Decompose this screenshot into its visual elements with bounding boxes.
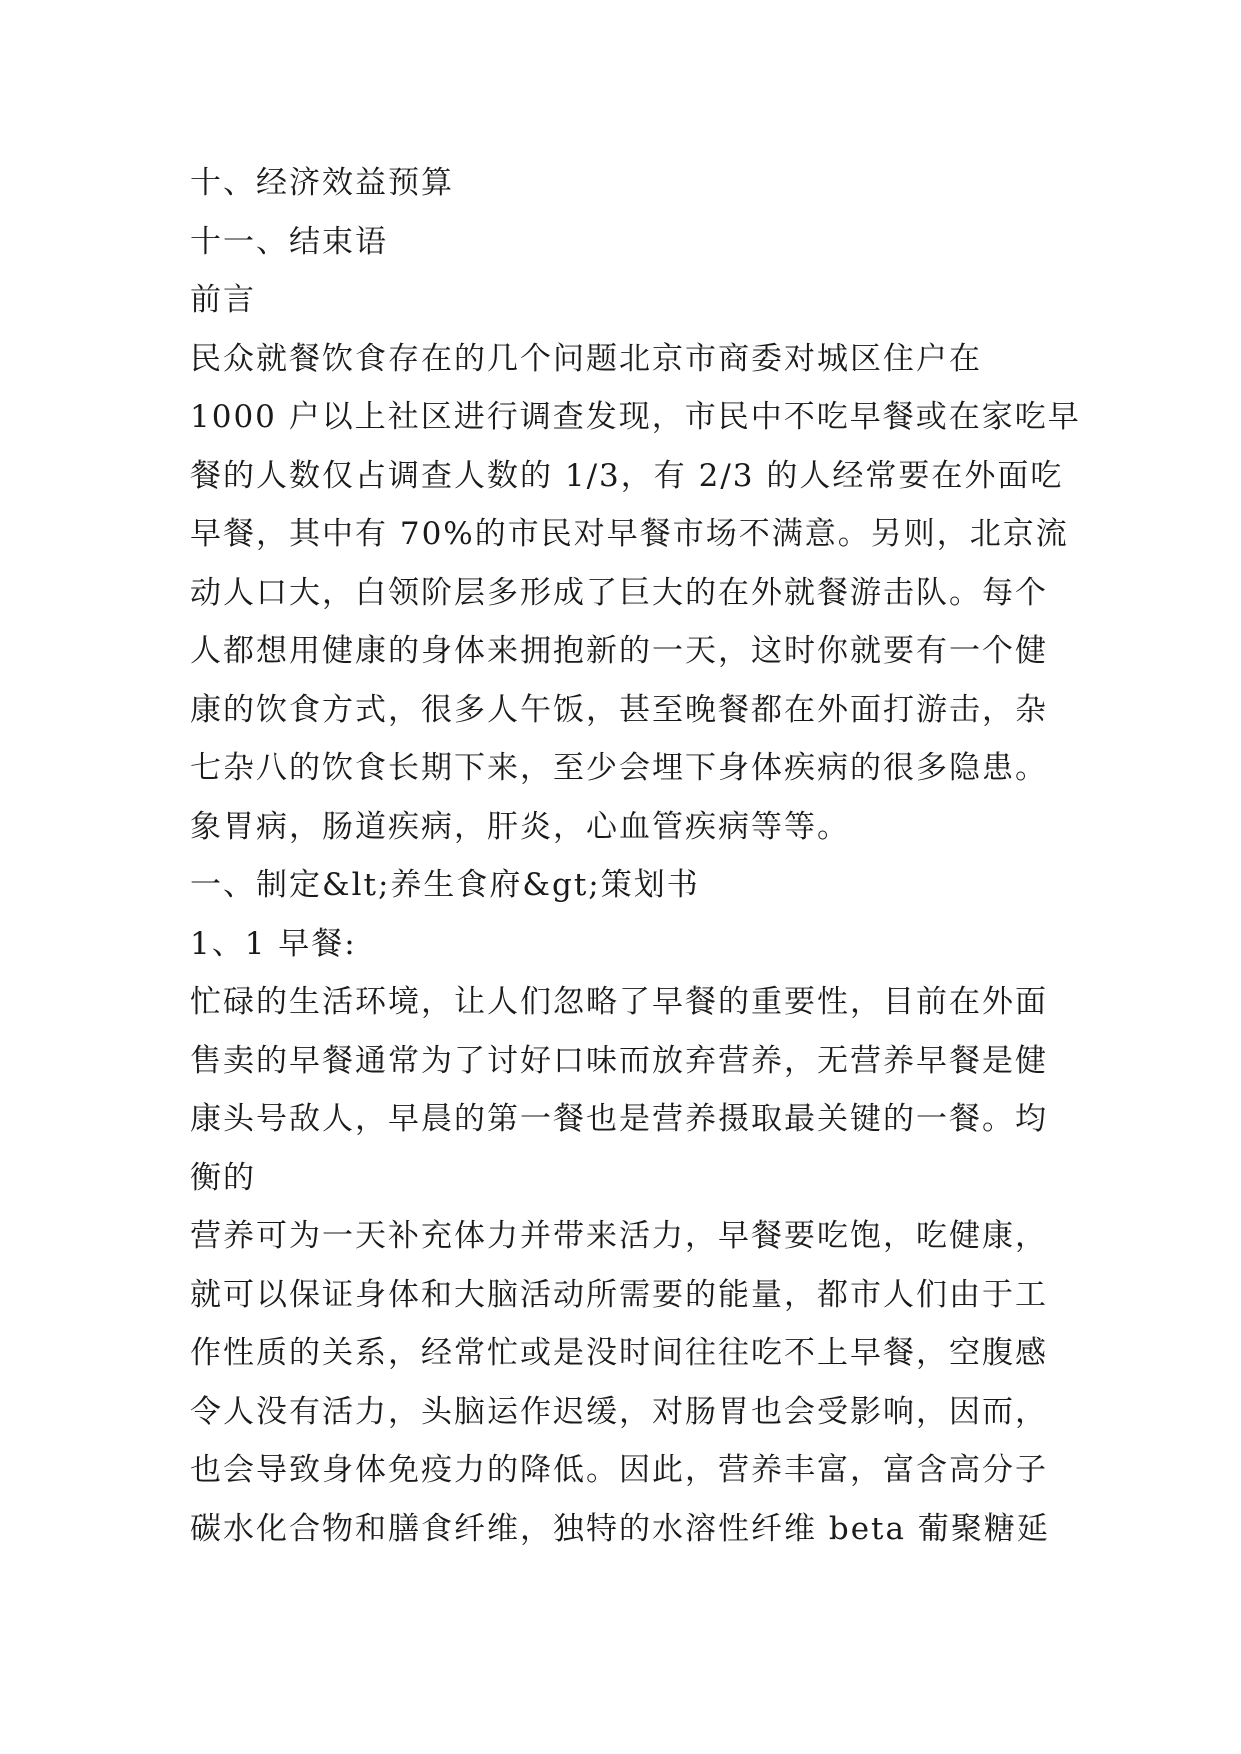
paragraph-line: 早餐，其中有 70%的市民对早餐市场不满意。另则，北京流: [190, 516, 1069, 552]
paragraph-line: 营养可为一天补充体力并带来活力，早餐要吃饱，吃健康，: [190, 1218, 1048, 1254]
subheading-breakfast: 1、1 早餐:: [190, 925, 357, 962]
paragraph-line: 就可以保证身体和大脑活动所需要的能量，都市人们由于工: [190, 1276, 1048, 1313]
paragraph-line: 民众就餐饮食存在的几个问题北京市商委对城区住户在: [190, 340, 982, 377]
document-body: [190, 154, 1090, 1558]
heading-plan: 一、制定&lt;养生食府&gt;策划书: [190, 867, 700, 903]
paragraph-line: 1000 户以上社区进行调查发现，市民中不吃早餐或在家吃早: [190, 399, 1081, 435]
heading-preface: 前言: [190, 282, 256, 318]
paragraph-line: 餐的人数仅占调查人数的 1/3，有 2/3 的人经常要在外面吃: [190, 457, 1064, 494]
paragraph-line: 动人口大，白领阶层多形成了巨大的在外就餐游击队。每个: [190, 574, 1048, 611]
paragraph-line: 象胃病，肠道疾病，肝炎，心血管疾病等等。: [190, 808, 850, 845]
paragraph-line: 康头号敌人，早晨的第一餐也是营养摄取最关键的一餐。均: [190, 1101, 1048, 1137]
paragraph-line: 碳水化合物和膳食纤维，独特的水溶性纤维 beta 葡聚糖延: [190, 1510, 1050, 1547]
paragraph-line: 作性质的关系，经常忙或是没时间往往吃不上早餐，空腹感: [190, 1335, 1048, 1371]
paragraph-line: 售卖的早餐通常为了讨好口味而放弃营养，无营养早餐是健: [190, 1042, 1048, 1079]
paragraph-line: 七杂八的饮食长期下来，至少会埋下身体疾病的很多隐患。: [190, 750, 1048, 786]
paragraph-line: 忙碌的生活环境，让人们忽略了早餐的重要性，目前在外面: [190, 984, 1048, 1020]
paragraph-line: 康的饮食方式，很多人午饭，甚至晚餐都在外面打游击，杂: [190, 691, 1048, 728]
paragraph-line: 人都想用健康的身体来拥抱新的一天，这时你就要有一个健: [190, 633, 1048, 669]
paragraph-line: 衡的: [190, 1159, 256, 1196]
paragraph-line: 令人没有活力，头脑运作迟缓，对肠胃也会受影响，因而，: [190, 1393, 1048, 1430]
heading-economic-benefit: 十、经济效益预算: [190, 165, 454, 201]
paragraph-line: 也会导致身体免疫力的降低。因此，营养丰富，富含高分子: [190, 1452, 1048, 1488]
heading-conclusion: 十一、结束语: [190, 223, 388, 260]
